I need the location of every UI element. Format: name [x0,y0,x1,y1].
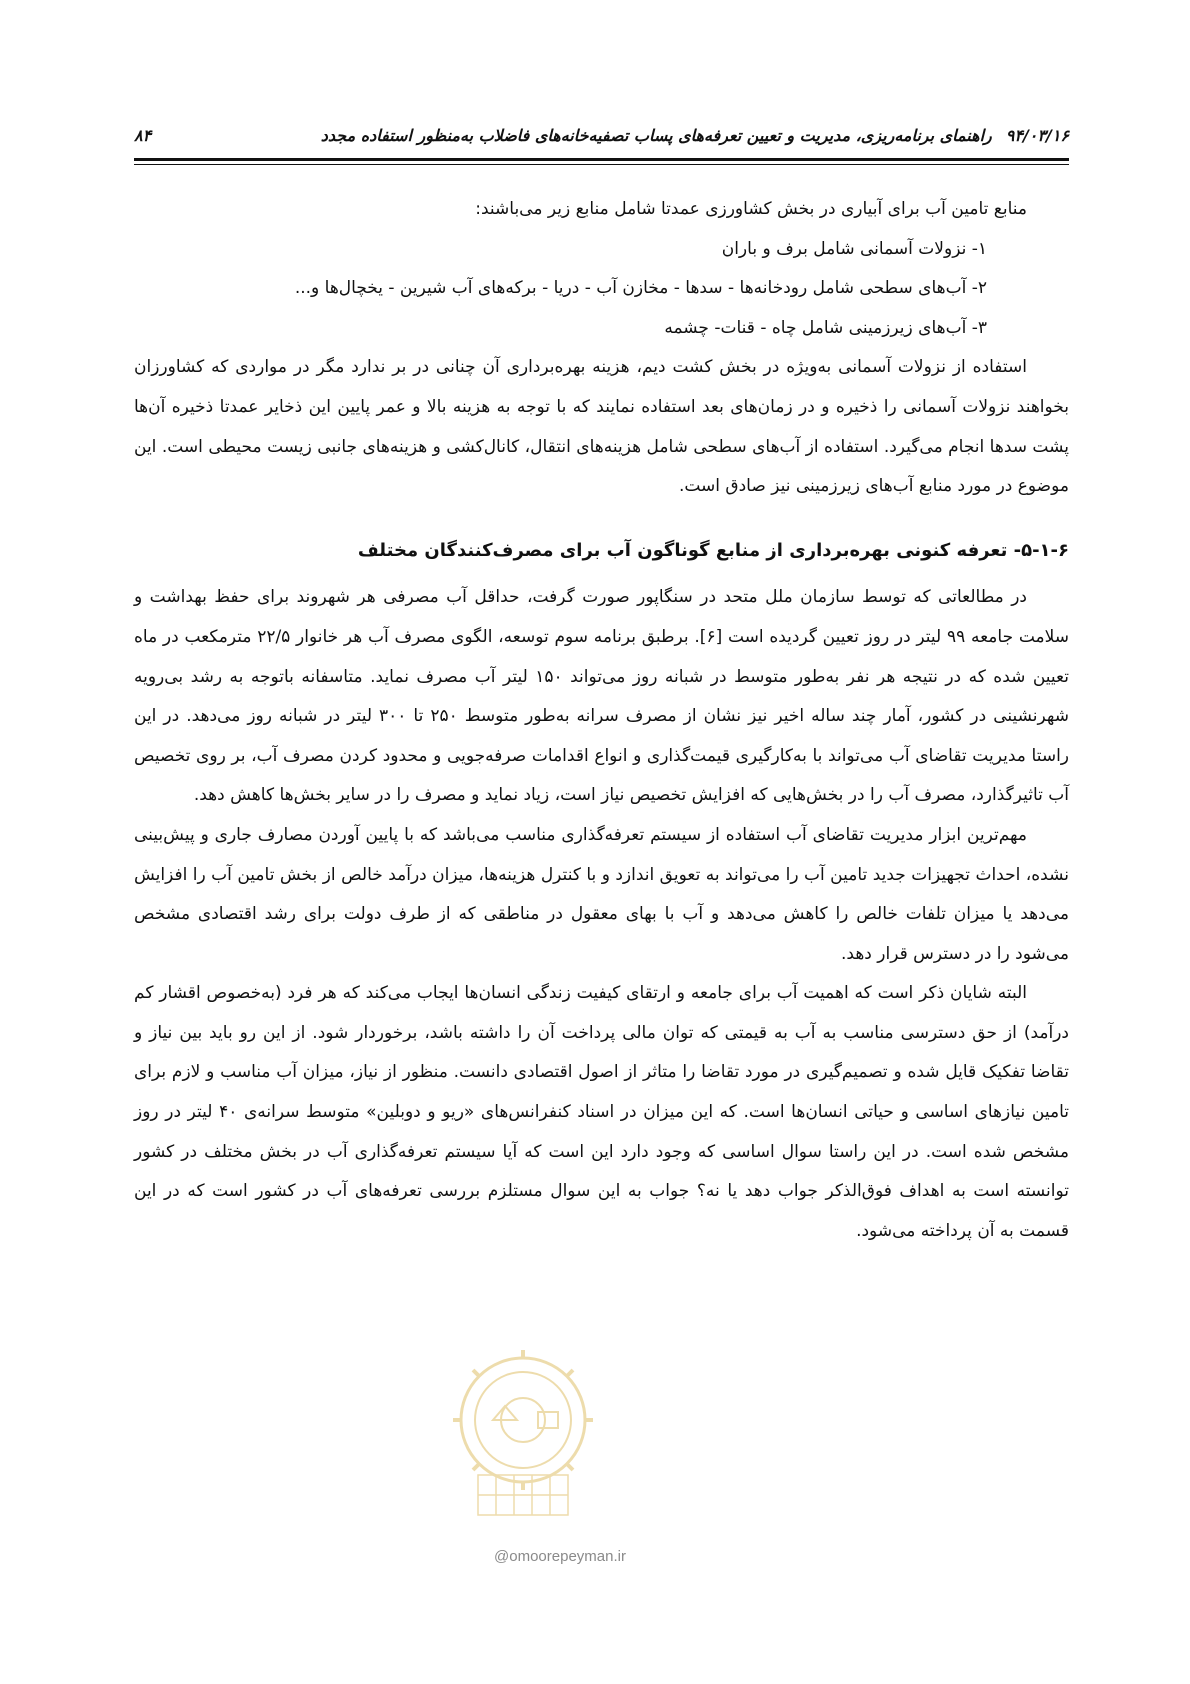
page-body [134,190,1069,1251]
intro-paragraph: منابع تامین آب برای آبیاری در بخش کشاورزی عمدتا شامل منابع زیر می‌باشند: [475,199,1027,219]
page-header [134,122,1069,148]
header-title [321,126,1069,145]
list-item: ۲- آب‌های سطحی شامل رودخانه‌ها - سدها - مخازن آب - دریا - برکه‌های آب شیرین - یخچال‌ها و... [294,278,987,299]
section-heading: ۵-۱-۶- تعرفه کنونی بهره‌برداری از منابع گوناگون آب برای مصرف‌کنندگان مختلف [357,539,1069,561]
paragraph: استفاده از نزولات آسمانی به‌ویژه در بخش کشت دیم، هزینه بهره‌برداری آن چنانی در بر ندارد مگر در مواردی که کشاورزان بخواهند نزولات آسمانی را ذخیره و در زمان‌های بعد استفاده نمایند که با توجه به هزینه بالا و عمر پایین این ذخایر عمدتا ذخیره آن‌ها پشت سدها انجام می‌گیرد. استفاده از آب‌های سطحی شامل هزینه‌های انتقال، کانال‌کشی و هزینه‌های جانبی زیست محیطی است. این موضوع در مورد منابع آب‌های زیرزمینی نیز صادق است. [134,357,1069,497]
header-document-title: راهنمای برنامه‌ریزی، مدیریت و تعیین تعرفه‌های پساب تصفیه‌خانه‌های فاضلاب به‌منظور استفاده مجدد [320,125,992,145]
page-number: ۸۴ [134,125,152,145]
list-item: ۱- نزولات آسمانی شامل برف و باران [721,238,987,259]
list-item: ۳- آب‌های زیرزمینی شامل چاه - قنات- چشمه [664,317,987,338]
footer-url: @omoorepeyman.ir [494,1548,626,1565]
paragraph: مهم‌ترین ابزار مدیریت تقاضای آب استفاده از سیستم تعرفه‌گذاری مناسب می‌باشد که با پایین آوردن مصارف جاری و پیش‌بینی نشده، احداث تجهیزات جدید تامین آب را می‌تواند به تعویق اندازد و با کنترل هزینه‌ها، میزان درآمد خالص از بخش تامین آب را افزایش می‌دهد یا میزان تلفات خالص را کاهش می‌دهد و آب با بهای معقول در مناطقی که از طرف دولت برای رشد اقتصادی مشخص می‌شود را در دسترس قرار دهد. [134,824,1069,964]
header-date: ۹۴/۰۳/۱۶ [1005,125,1069,145]
header-rule-thick [134,158,1069,161]
paragraph: در مطالعاتی که توسط سازمان ملل متحد در سنگاپور صورت گرفت، حداقل آب مصرفی هر شهروند برای حفظ بهداشت و سلامت جامعه ۹۹ لیتر در روز تعیین گردیده است [۶]. برطبق برنامه سوم توسعه، الگوی مصرف آب هر خانوار ۲۲/۵ مترمکعب در ماه تعیین شده که در نتیجه هر نفر به‌طور متوسط در شبانه روز می‌تواند ۱۵۰ لیتر آب مصرف نماید. متاسفانه باتوجه به رشد بی‌رویه شهرنشینی در کشور، آمار چند ساله اخیر نیز نشان از مصرف سرانه به‌طور متوسط ۲۵۰ تا ۳۰۰ لیتر در شبانه روز می‌دهد. در این راستا مدیریت تقاضای آب می‌تواند با به‌کارگیری قیمت‌گذاری و انواع اقدامات صرفه‌جویی و محدود کردن مصرف آب، بر روی تخصیص آب تاثیرگذارد، مصرف آب را در بخش‌هایی که افزایش تخصیص نیاز است، زیاد نماید و مصرف را در سایر بخش‌ها کاهش دهد. [134,587,1070,806]
header-rule-thin [134,164,1069,165]
seal-watermark-icon [448,1350,598,1520]
paragraph: البته شایان ذکر است که اهمیت آب برای جامعه و ارتقای کیفیت زندگی انسان‌ها ایجاب می‌کند که هر فرد (به‌خصوص اقشار کم درآمد) از حق دسترسی مناسب به آب به قیمتی که توان مالی پرداخت آن را داشته باشد، برخوردار شود. از این رو باید بین نیاز و تقاضا تفکیک قایل شده و تصمیم‌گیری در مورد تقاضا را متاثر از اصول اقتصادی دانست. منظور از نیاز، میزان آب مناسب و لازم برای تامین نیازهای اساسی و حیاتی انسان‌ها است. که این میزان در اسناد کنفرانس‌های «ریو و دوبلین» متوسط سرانه‌ی ۴۰ لیتر در روز مشخص شده است. در این راستا سوال اساسی که وجود دارد این است که آیا سیستم تعرفه‌گذاری آب در بخش مختلف در کشور توانسته است به اهداف فوق‌الذکر جواب دهد یا نه؟ جواب به این سوال مستلزم بررسی تعرفه‌های آب در کشور است که در این قسمت به آن پرداخته می‌شود. [134,983,1069,1241]
